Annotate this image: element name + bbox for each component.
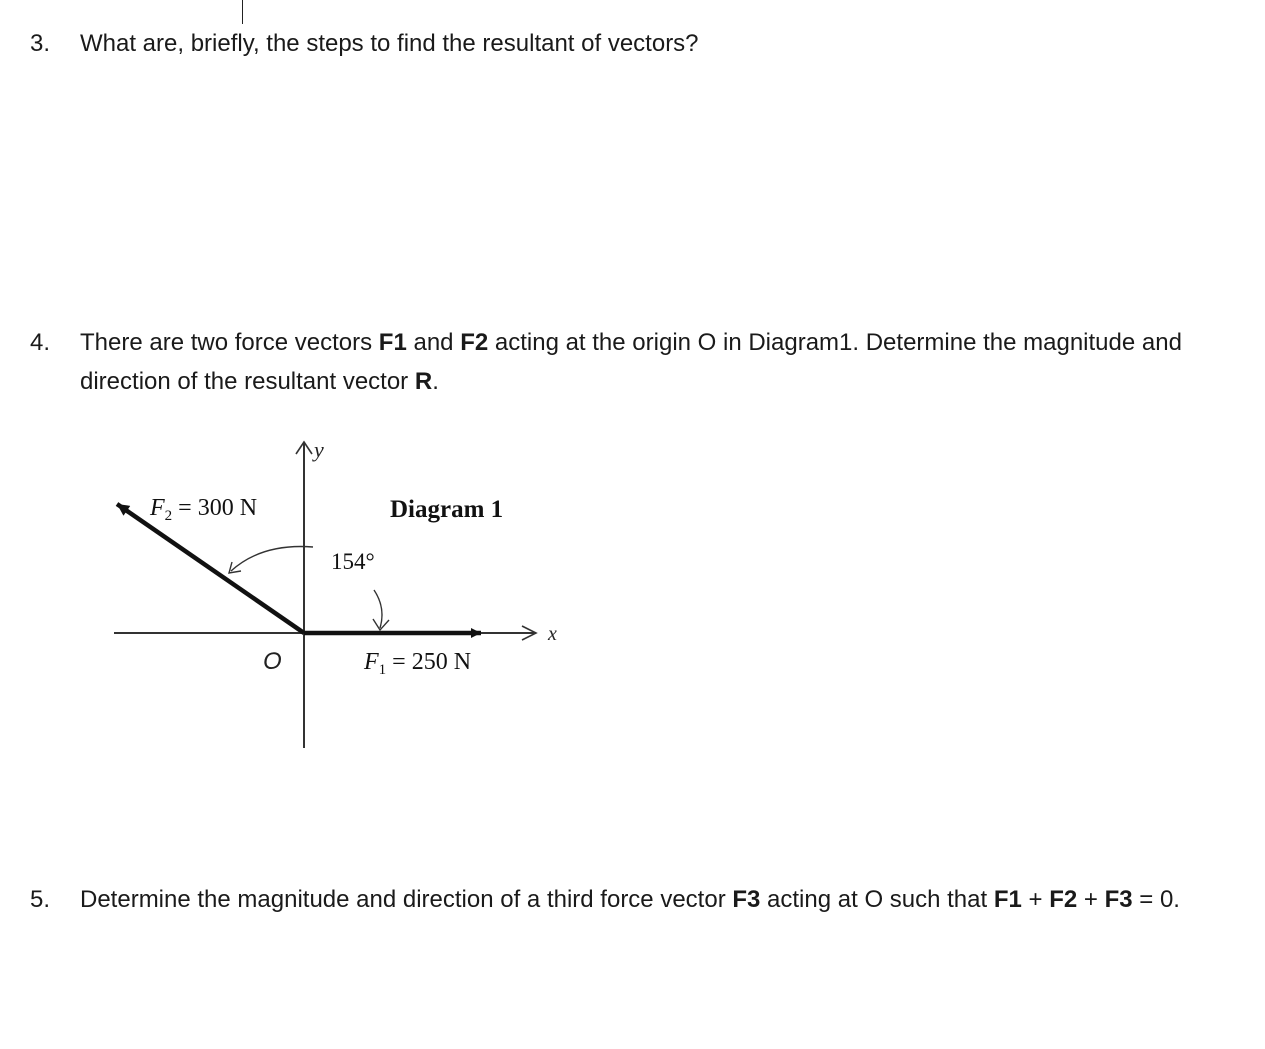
text-segment: = 0. (1132, 886, 1180, 913)
f2-vector (117, 504, 304, 633)
f2-subscript: 2 (164, 508, 173, 524)
text-segment: . (432, 368, 439, 395)
question-number: 4. (30, 329, 51, 356)
text-segment: + (1077, 886, 1105, 913)
bold-term: F1 (378, 329, 407, 356)
bold-term: F2 (1049, 886, 1078, 913)
question-number: 3. (30, 30, 51, 57)
text-segment: There are two force vectors (80, 329, 379, 356)
f2-value: = 300 N (172, 495, 258, 521)
angle-label: 154° (331, 549, 375, 574)
bold-term: F2 (460, 329, 489, 356)
origin-label: O (263, 648, 282, 675)
bold-term: F3 (732, 886, 761, 913)
angle-arc (231, 547, 313, 572)
text-segment: What are, briefly, the steps to find the resultant of vectors? (80, 30, 699, 57)
f1-subscript: 1 (378, 662, 387, 678)
f1-label (363, 649, 471, 678)
f1-symbol: F (364, 649, 379, 675)
text-segment: Determine the magnitude and direction of a third force vector (80, 886, 733, 913)
question-number: 5. (30, 886, 51, 913)
bold-term: F1 (993, 886, 1022, 913)
text-segment: + (1021, 886, 1050, 913)
bold-term: R (414, 368, 433, 395)
question-text (80, 880, 1240, 919)
x-axis-label: x (548, 623, 557, 645)
diagram-title: Diagram 1 (390, 496, 504, 523)
text-segment: acting at the origin O in Diagram1. Determine the magnitude and direction of the resultant vector (80, 329, 1182, 395)
f2-symbol: F (150, 495, 165, 521)
y-axis-label: y (314, 437, 324, 462)
text-segment: acting at O such that (760, 886, 994, 913)
bold-term: F3 (1104, 886, 1133, 913)
text-segment: and (406, 329, 461, 356)
f2-label (149, 495, 257, 524)
question-5 (30, 880, 1240, 919)
f1-value: = 250 N (386, 649, 472, 675)
